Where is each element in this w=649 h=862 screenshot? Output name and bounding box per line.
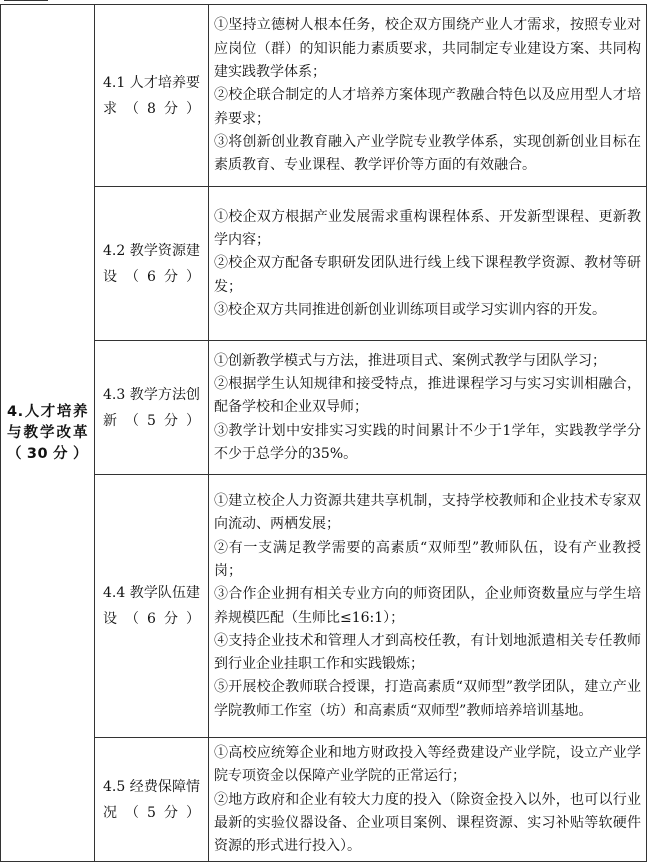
indicator-cell: 4.5 经费保障情况（5分） bbox=[95, 738, 209, 862]
requirement-cell bbox=[209, 5, 647, 187]
table-row bbox=[1, 187, 647, 341]
requirement-item: ④支持企业技术和管理人才到高校任教，有计划地派遣相关专任教师到行业企业挂职工作和实践锻炼； bbox=[214, 632, 641, 673]
requirement-item: ①坚持立德树人根本任务，校企双方围绕产业人才需求，按照专业对应岗位（群）的知识能力素质要求，共同制定专业建设方案、共同构建实践教学体系； bbox=[214, 17, 641, 81]
requirement-item: ②有一支满足教学需要的高素质“双师型”教师队伍，设有产业教授岗； bbox=[214, 539, 641, 579]
table-row bbox=[1, 475, 647, 738]
requirement-cell bbox=[209, 475, 647, 738]
requirement-cell bbox=[209, 738, 647, 862]
requirement-item: ⑤开展校企教师联合授课，打造高素质“双师型”教学团队，建立产业学院教师工作室（坊）和高素质“双师型”教师培养培训基地。 bbox=[214, 679, 641, 719]
requirement-cell bbox=[209, 187, 647, 341]
table-row bbox=[1, 341, 647, 475]
indicator-cell: 4.4 教学队伍建设（6分） bbox=[95, 475, 209, 738]
requirement-item: ③合作企业拥有相关专业方向的师资团队，企业师资数量应与学生培养规模匹配（生师比≤16:1）； bbox=[214, 586, 641, 626]
table-row bbox=[1, 738, 647, 862]
indicator-cell: 4.3 教学方法创新（5分） bbox=[95, 341, 209, 475]
requirement-item: ②地方政府和企业有较大力度的投入（除资金投入以外，也可以行业最新的实验仪器设备、企业项目案例、课程资源、实习补贴等软硬件资源的形式进行投入）。 bbox=[214, 791, 641, 855]
category-cell: 4.人才培养与教学改革（30分） bbox=[1, 5, 95, 862]
requirement-item: ①校企双方根据产业发展需求重构课程体系、开发新型课程、更新教学内容； bbox=[214, 208, 641, 249]
requirement-item: ①高校应统筹企业和地方财政投入等经费建设产业学院，设立产业学院专项资金以保障产业学院的正常运行； bbox=[214, 745, 641, 785]
table-row bbox=[1, 5, 647, 187]
requirement-item: ③将创新创业教育融入产业学院专业教学体系，实现创新创业目标在素质教育、专业课程、教学评价等方面的有效融合。 bbox=[214, 133, 641, 174]
requirement-item: ②根据学生认知规律和接受特点，推进课程学习与实习实训相融合，配备学校和企业双导师； bbox=[214, 376, 641, 416]
requirement-cell bbox=[209, 341, 647, 475]
previous-table-edge bbox=[4, 0, 48, 3]
requirement-item: ①建立校企人力资源共建共享机制，支持学校教师和企业技术专家双向流动、两栖发展； bbox=[214, 493, 641, 533]
requirement-item: ③教学计划中安排实习实践的时间累计不少于1学年，实践教学学分不少于总学分的35%。 bbox=[214, 422, 641, 462]
requirement-item: ③校企双方共同推进创新创业训练项目或学习实训内容的开发。 bbox=[214, 301, 606, 318]
indicator-cell: 4.1 人才培养要求（8分） bbox=[95, 5, 209, 187]
requirement-item: ①创新教学模式与方法，推进项目式、案例式教学与团队学习； bbox=[214, 352, 606, 369]
requirement-item: ②校企双方配备专职研发团队进行线上线下课程教学资源、教材等研发； bbox=[214, 255, 641, 295]
indicator-cell: 4.2 教学资源建设（6分） bbox=[95, 187, 209, 341]
evaluation-table bbox=[0, 4, 647, 862]
requirement-item: ②校企联合制定的人才培养方案体现产教融合特色以及应用型人才培养要求； bbox=[214, 87, 641, 127]
